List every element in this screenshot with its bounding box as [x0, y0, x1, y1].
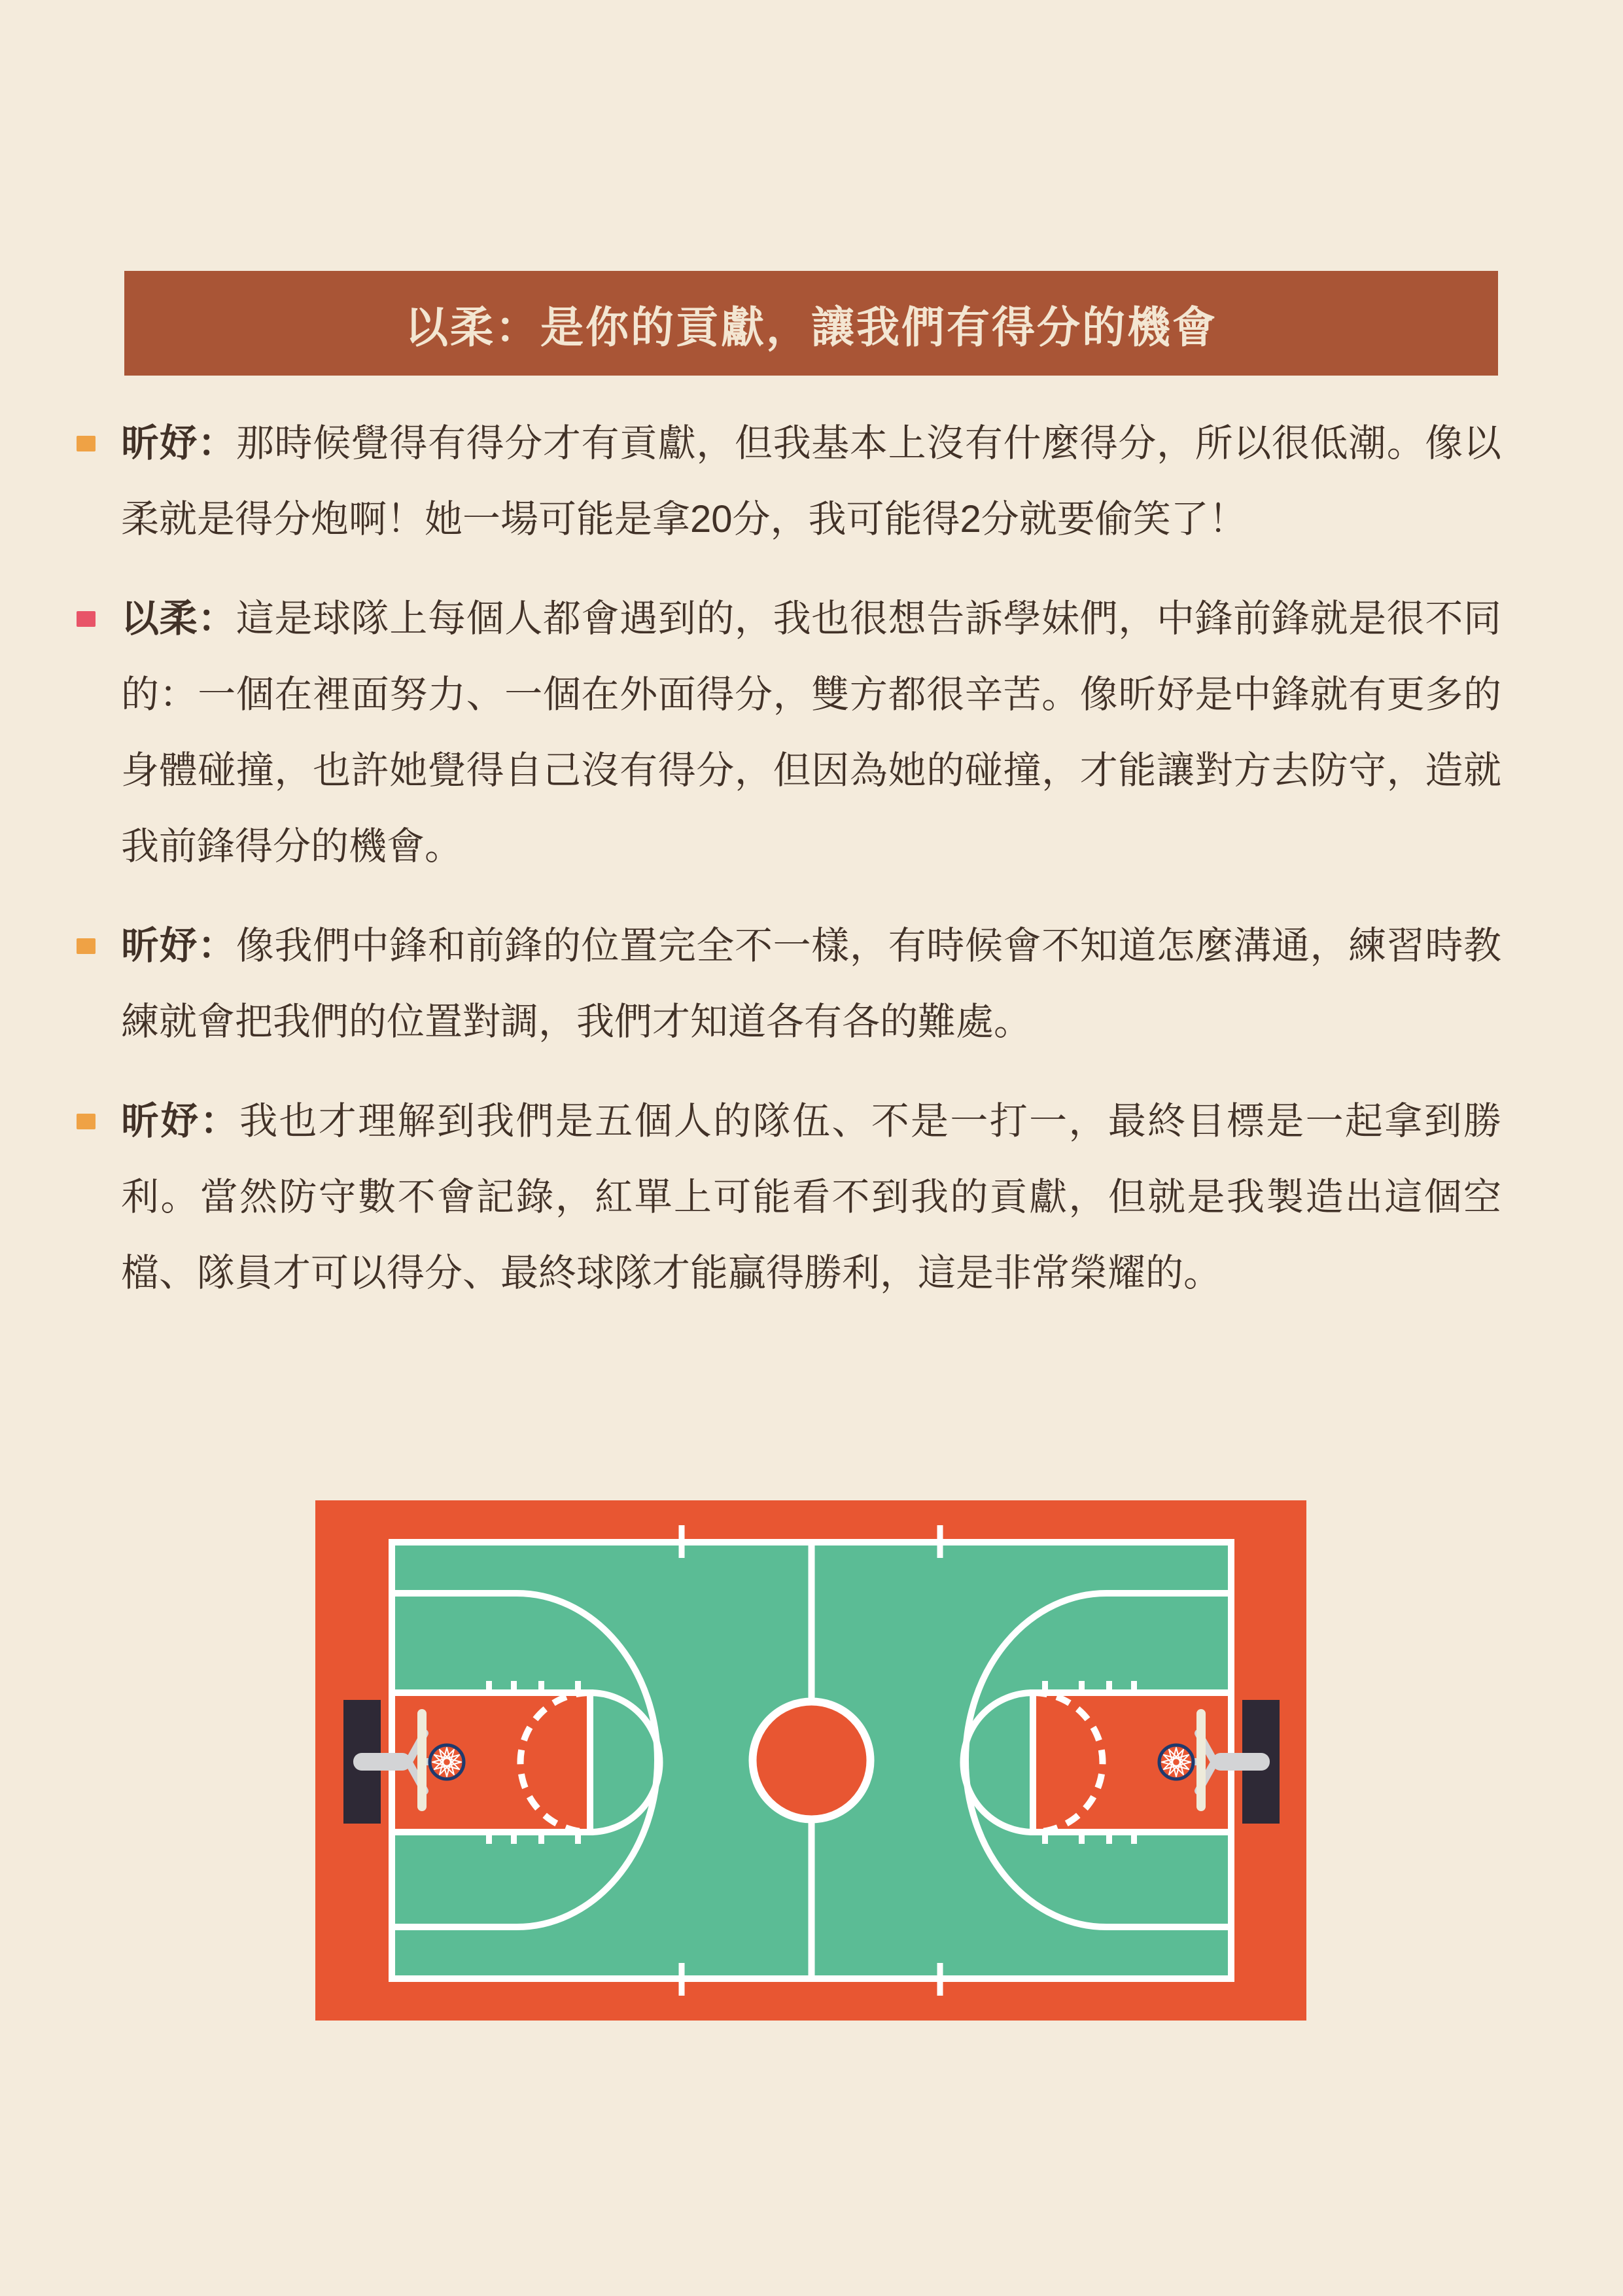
basketball-court-svg [315, 1500, 1306, 2021]
speaker-name: 昕妤： [121, 422, 236, 465]
speaker-name: 昕妤： [121, 1100, 240, 1142]
section-title: 以柔：是你的貢獻，讓我們有得分的機會 [405, 302, 1217, 351]
interview-paragraph [77, 581, 1501, 885]
interview-paragraph [77, 406, 1501, 557]
bullet-square-icon [77, 1114, 96, 1129]
backboard [417, 1709, 427, 1811]
paragraph-text: 這是球隊上每個人都會遇到的，我也很想告訴學妹們，中鋒前鋒就是很不同的：一個在裡面努力、一個在外面得分，雙方都很辛苦。像昕妤是中鋒就有更多的身體碰撞，也許她覺得自己沒有得分，但因為她的碰撞，才能讓對方去防守，造就我前鋒得分的機會。 [121, 597, 1501, 868]
bullet-square-icon [77, 611, 96, 627]
paragraph-text: 那時候覺得有得分才有貢獻，但我基本上沒有什麼得分，所以很低潮。像以柔就是得分炮啊！她一場可能是拿20分，我可能得2分就要偷笑了！ [121, 422, 1501, 540]
basketball-court-illustration [315, 1500, 1306, 2021]
speaker-name: 昕妤： [121, 925, 236, 967]
paragraph-text: 我也才理解到我們是五個人的隊伍、不是一打一，最終目標是一起拿到勝利。當然防守數不會記錄，紅單上可能看不到我的貢獻，但就是我製造出這個空檔、隊員才可以得分、最終球隊才能贏得勝利，這是非常榮耀的。 [121, 1100, 1501, 1294]
interview-text-block [77, 406, 1501, 1311]
speaker-name: 以柔： [121, 597, 236, 640]
bullet-square-icon [77, 436, 96, 451]
section-header-banner [124, 271, 1498, 376]
paragraph-text: 像我們中鋒和前鋒的位置完全不一樣，有時候會不知道怎麼溝通，練習時教練就會把我們的位置對調，我們才知道各有各的難處。 [121, 925, 1501, 1043]
center-circle [753, 1702, 871, 1820]
basketball-hoop-icon [430, 1745, 464, 1779]
interview-paragraph [77, 908, 1501, 1060]
bullet-square-icon [77, 938, 96, 954]
interview-paragraph [77, 1084, 1501, 1311]
